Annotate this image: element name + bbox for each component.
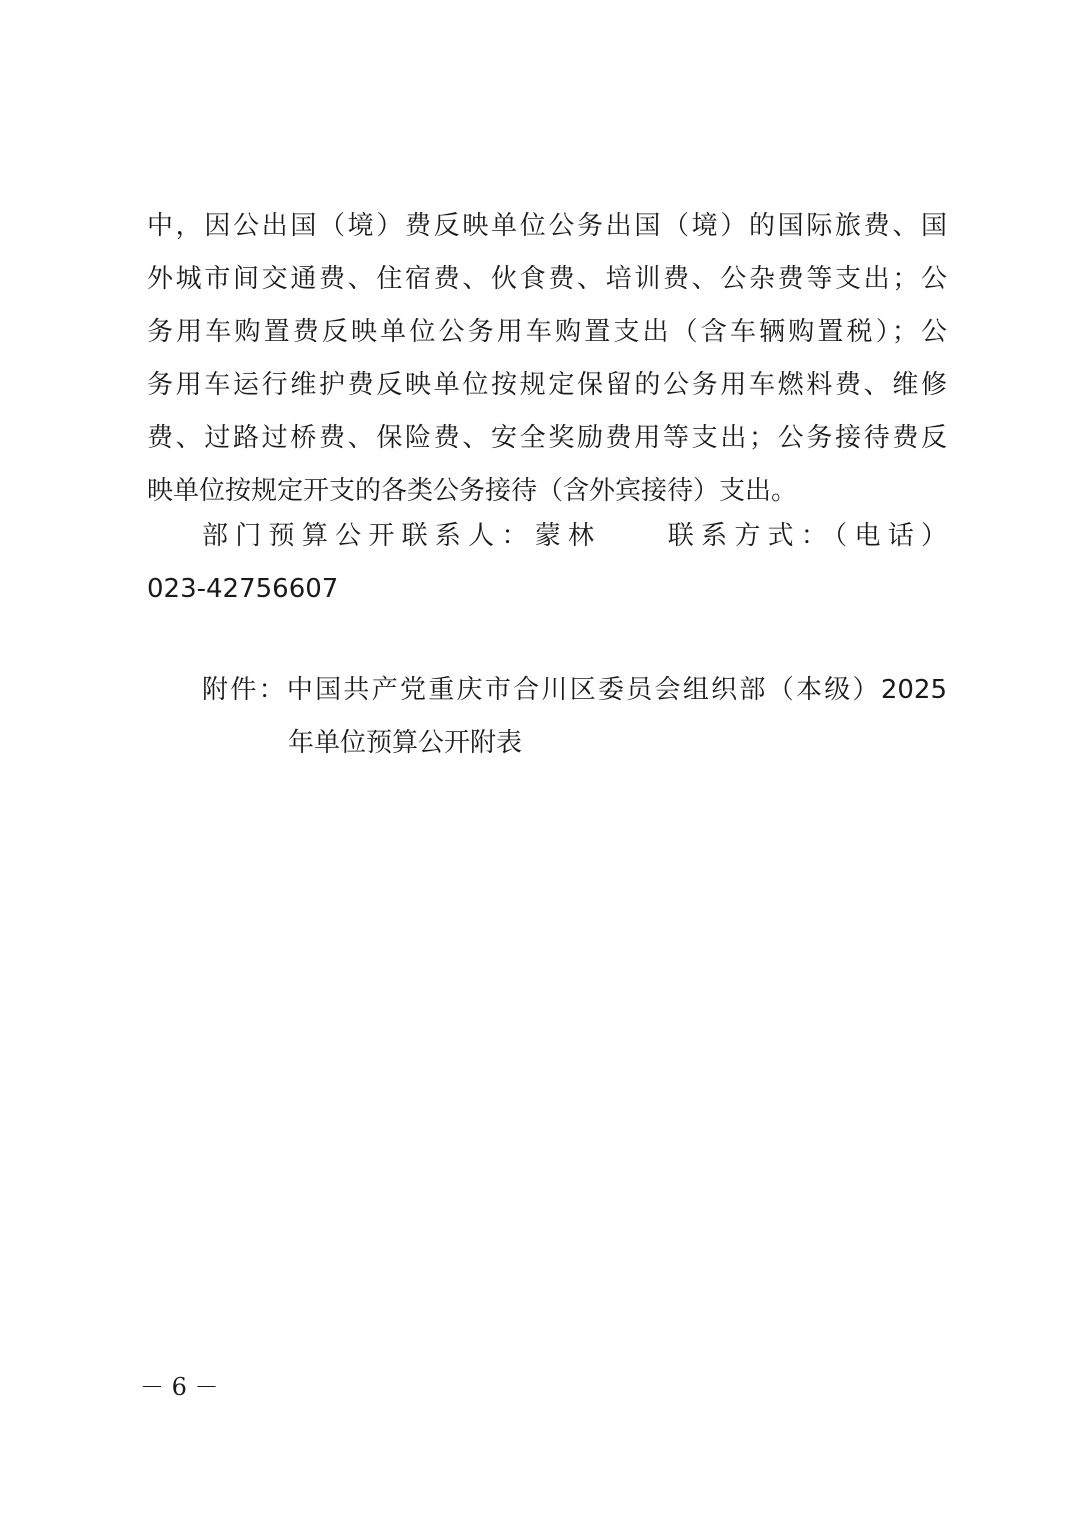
paragraph-line: 中，因公出国（境）费反映单位公务出国（境）的国际旅费、国 xyxy=(147,211,947,241)
page-number: － 6 － xyxy=(140,1373,219,1401)
paragraph-line: 映单位按规定开支的各类公务接待（含外宾接待）支出。 xyxy=(147,476,798,506)
contact-info xyxy=(147,510,947,616)
attachment-line: 附件：中国共产党重庆市合川区委员会组织部（本级）2025 xyxy=(202,675,947,705)
contact-person-line: 部门预算公开联系人：蒙林 联系方式：（电话） xyxy=(202,521,947,551)
body-paragraph xyxy=(147,200,947,518)
paragraph-line: 费、过路过桥费、保险费、安全奖励费用等支出；公务接待费反 xyxy=(147,423,947,453)
paragraph-line: 务用车运行维护费反映单位按规定保留的公务用车燃料费、维修 xyxy=(147,370,947,400)
contact-phone: 023-42756607 xyxy=(147,574,339,604)
attachment-note xyxy=(202,664,947,770)
attachment-line: 年单位预算公开附表 xyxy=(288,728,523,758)
paragraph-line: 务用车购置费反映单位公务用车购置支出（含车辆购置税）；公 xyxy=(147,317,947,347)
paragraph-line: 外城市间交通费、住宿费、伙食费、培训费、公杂费等支出；公 xyxy=(147,264,947,294)
